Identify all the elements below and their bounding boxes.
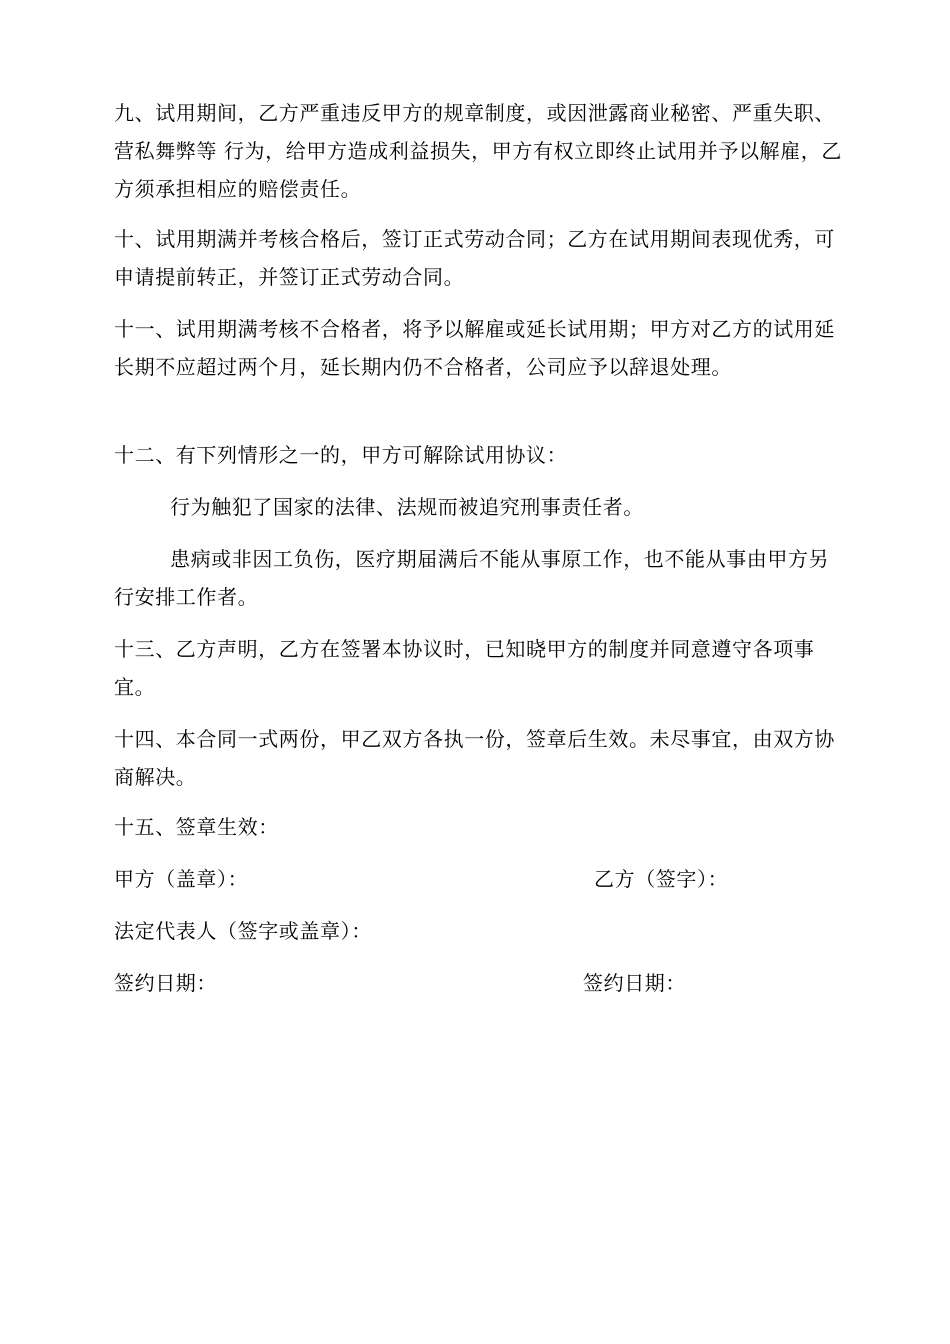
clause-15: 十五、签章生效：	[114, 815, 279, 839]
clause-12: 十二、有下列情形之一的，甲方可解除试用协议：	[114, 443, 568, 467]
clause-10: 十、试用期满并考核合格后，签订正式劳动合同；乙方在试用期间表现优秀，可申请提前转正，并签订正式劳动合同。	[114, 227, 835, 289]
clause-14: 十四、本合同一式两份，甲乙双方各执一份，签章后生效。未尽事宜，由双方协商解决。	[114, 727, 835, 789]
party-a-seal-label: 甲方（盖章）：	[114, 867, 249, 891]
clause-13: 十三、乙方声明，乙方在签署本协议时，已知晓甲方的制度并同意遵守各项事宜。	[114, 637, 815, 699]
legal-representative-label: 法定代表人（签字或盖章）：	[114, 919, 372, 943]
clause-9: 九、试用期间，乙方严重违反甲方的规章制度，或因泄露商业秘密、严重失职、营私舞弊等 行为，给甲方造成利益损失，甲方有权立即终止试用并予以解雇，乙方须承担相应的赔偿责任。	[114, 101, 842, 201]
clause-12-item-2: 患病或非因工负伤，医疗期届满后不能从事原工作，也不能从事由甲方另行安排工作者。	[114, 547, 830, 609]
party-b-date-label: 签约日期：	[583, 971, 686, 995]
clause-11: 十一、试用期满考核不合格者，将予以解雇或延长试用期；甲方对乙方的试用延长期不应超过两个月，延长期内仍不合格者，公司应予以辞退处理。	[114, 317, 835, 379]
party-a-date-label: 签约日期：	[114, 971, 217, 995]
clause-12-item-1: 行为触犯了国家的法律、法规而被追究刑事责任者。	[170, 495, 644, 519]
party-b-sign-label: 乙方（签字）：	[594, 867, 729, 891]
